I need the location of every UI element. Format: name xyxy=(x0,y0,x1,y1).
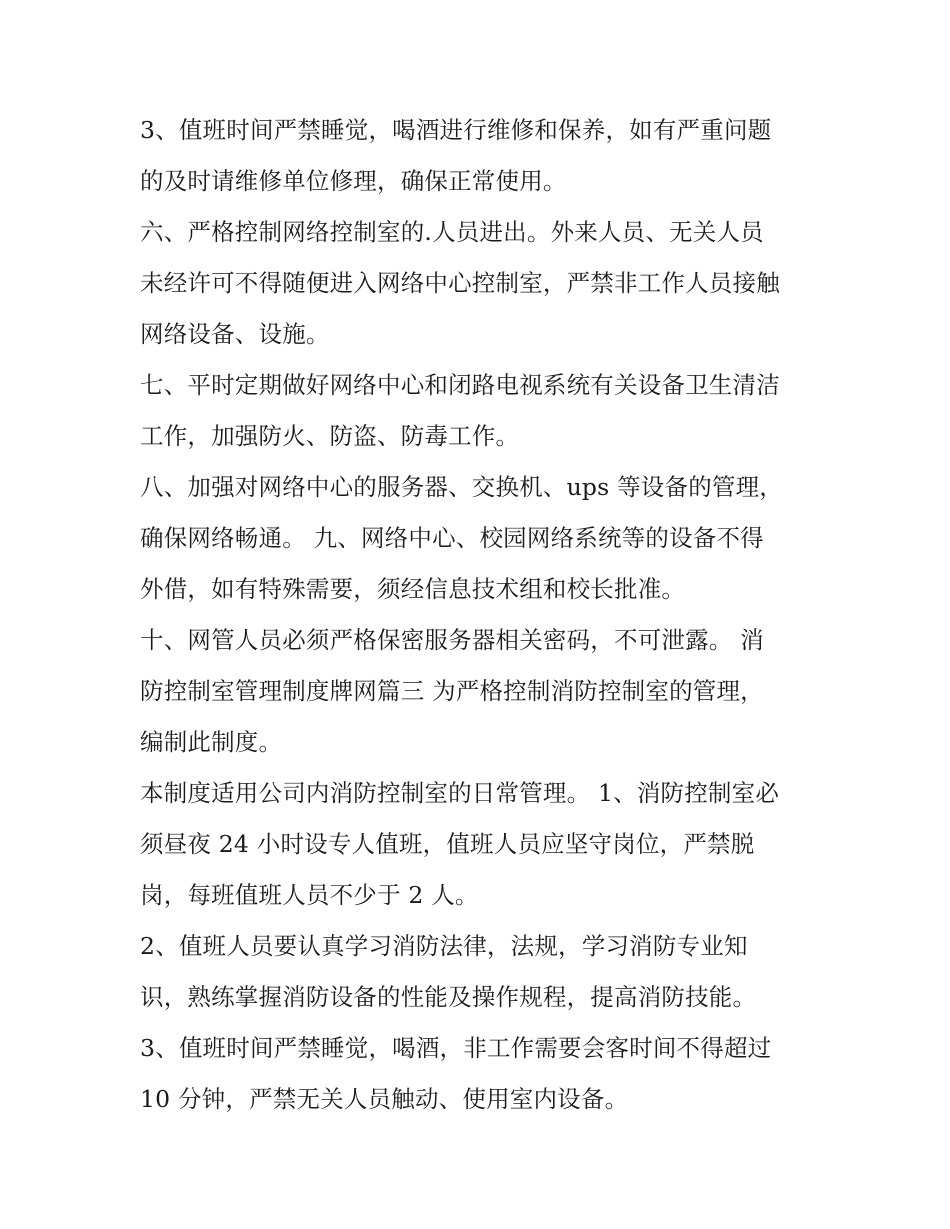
text-line: 外借，如有特殊需要，须经信息技术组和校长批准。 xyxy=(140,575,686,603)
text-line: 防控制室管理制度牌网篇三 为严格控制消防控制室的管理， xyxy=(140,677,764,705)
text-line: 工作，加强防火、防盗、防毒工作。 xyxy=(140,422,520,450)
text-line: 的及时请维修单位修理，确保正常使用。 xyxy=(140,167,567,195)
text-line: 本制度适用公司内消防控制室的日常管理。 1、消防控制室必 xyxy=(140,779,780,807)
text-line: 未经许可不得随便进入网络中心控制室，严禁非工作人员接触 xyxy=(140,269,780,297)
text-line: 3、值班时间严禁睡觉，喝酒进行维修和保养，如有严重问题 xyxy=(140,116,772,144)
text-line: 八、加强对网络中心的服务器、交换机、ups 等设备的管理， xyxy=(140,473,784,501)
text-line: 编制此制度。 xyxy=(140,728,283,756)
text-line: 六、严格控制网络控制室的.人员进出。外来人员、无关人员 xyxy=(140,218,764,246)
text-line: 识，熟练掌握消防设备的性能及操作规程，提高消防技能。 xyxy=(140,983,757,1011)
text-line: 2、值班人员要认真学习消防法律，法规，学习消防专业知 xyxy=(140,932,748,960)
text-line: 确保网络畅通。 九、网络中心、校园网络系统等的设备不得 xyxy=(140,524,764,552)
text-line: 十、网管人员必须严格保密服务器相关密码，不可泄露。 消 xyxy=(140,626,764,654)
text-line: 七、平时定期做好网络中心和闭路电视系统有关设备卫生清洁 xyxy=(140,371,780,399)
text-line: 10 分钟，严禁无关人员触动、使用室内设备。 xyxy=(140,1085,629,1113)
text-line: 岗，每班值班人员不少于 2 人。 xyxy=(140,881,479,909)
text-line: 网络设备、设施。 xyxy=(140,320,330,348)
text-line: 3、值班时间严禁睡觉，喝酒，非工作需要会客时间不得超过 xyxy=(140,1034,772,1062)
text-line: 须昼夜 24 小时设专人值班，值班人员应坚守岗位，严禁脱 xyxy=(140,830,755,858)
